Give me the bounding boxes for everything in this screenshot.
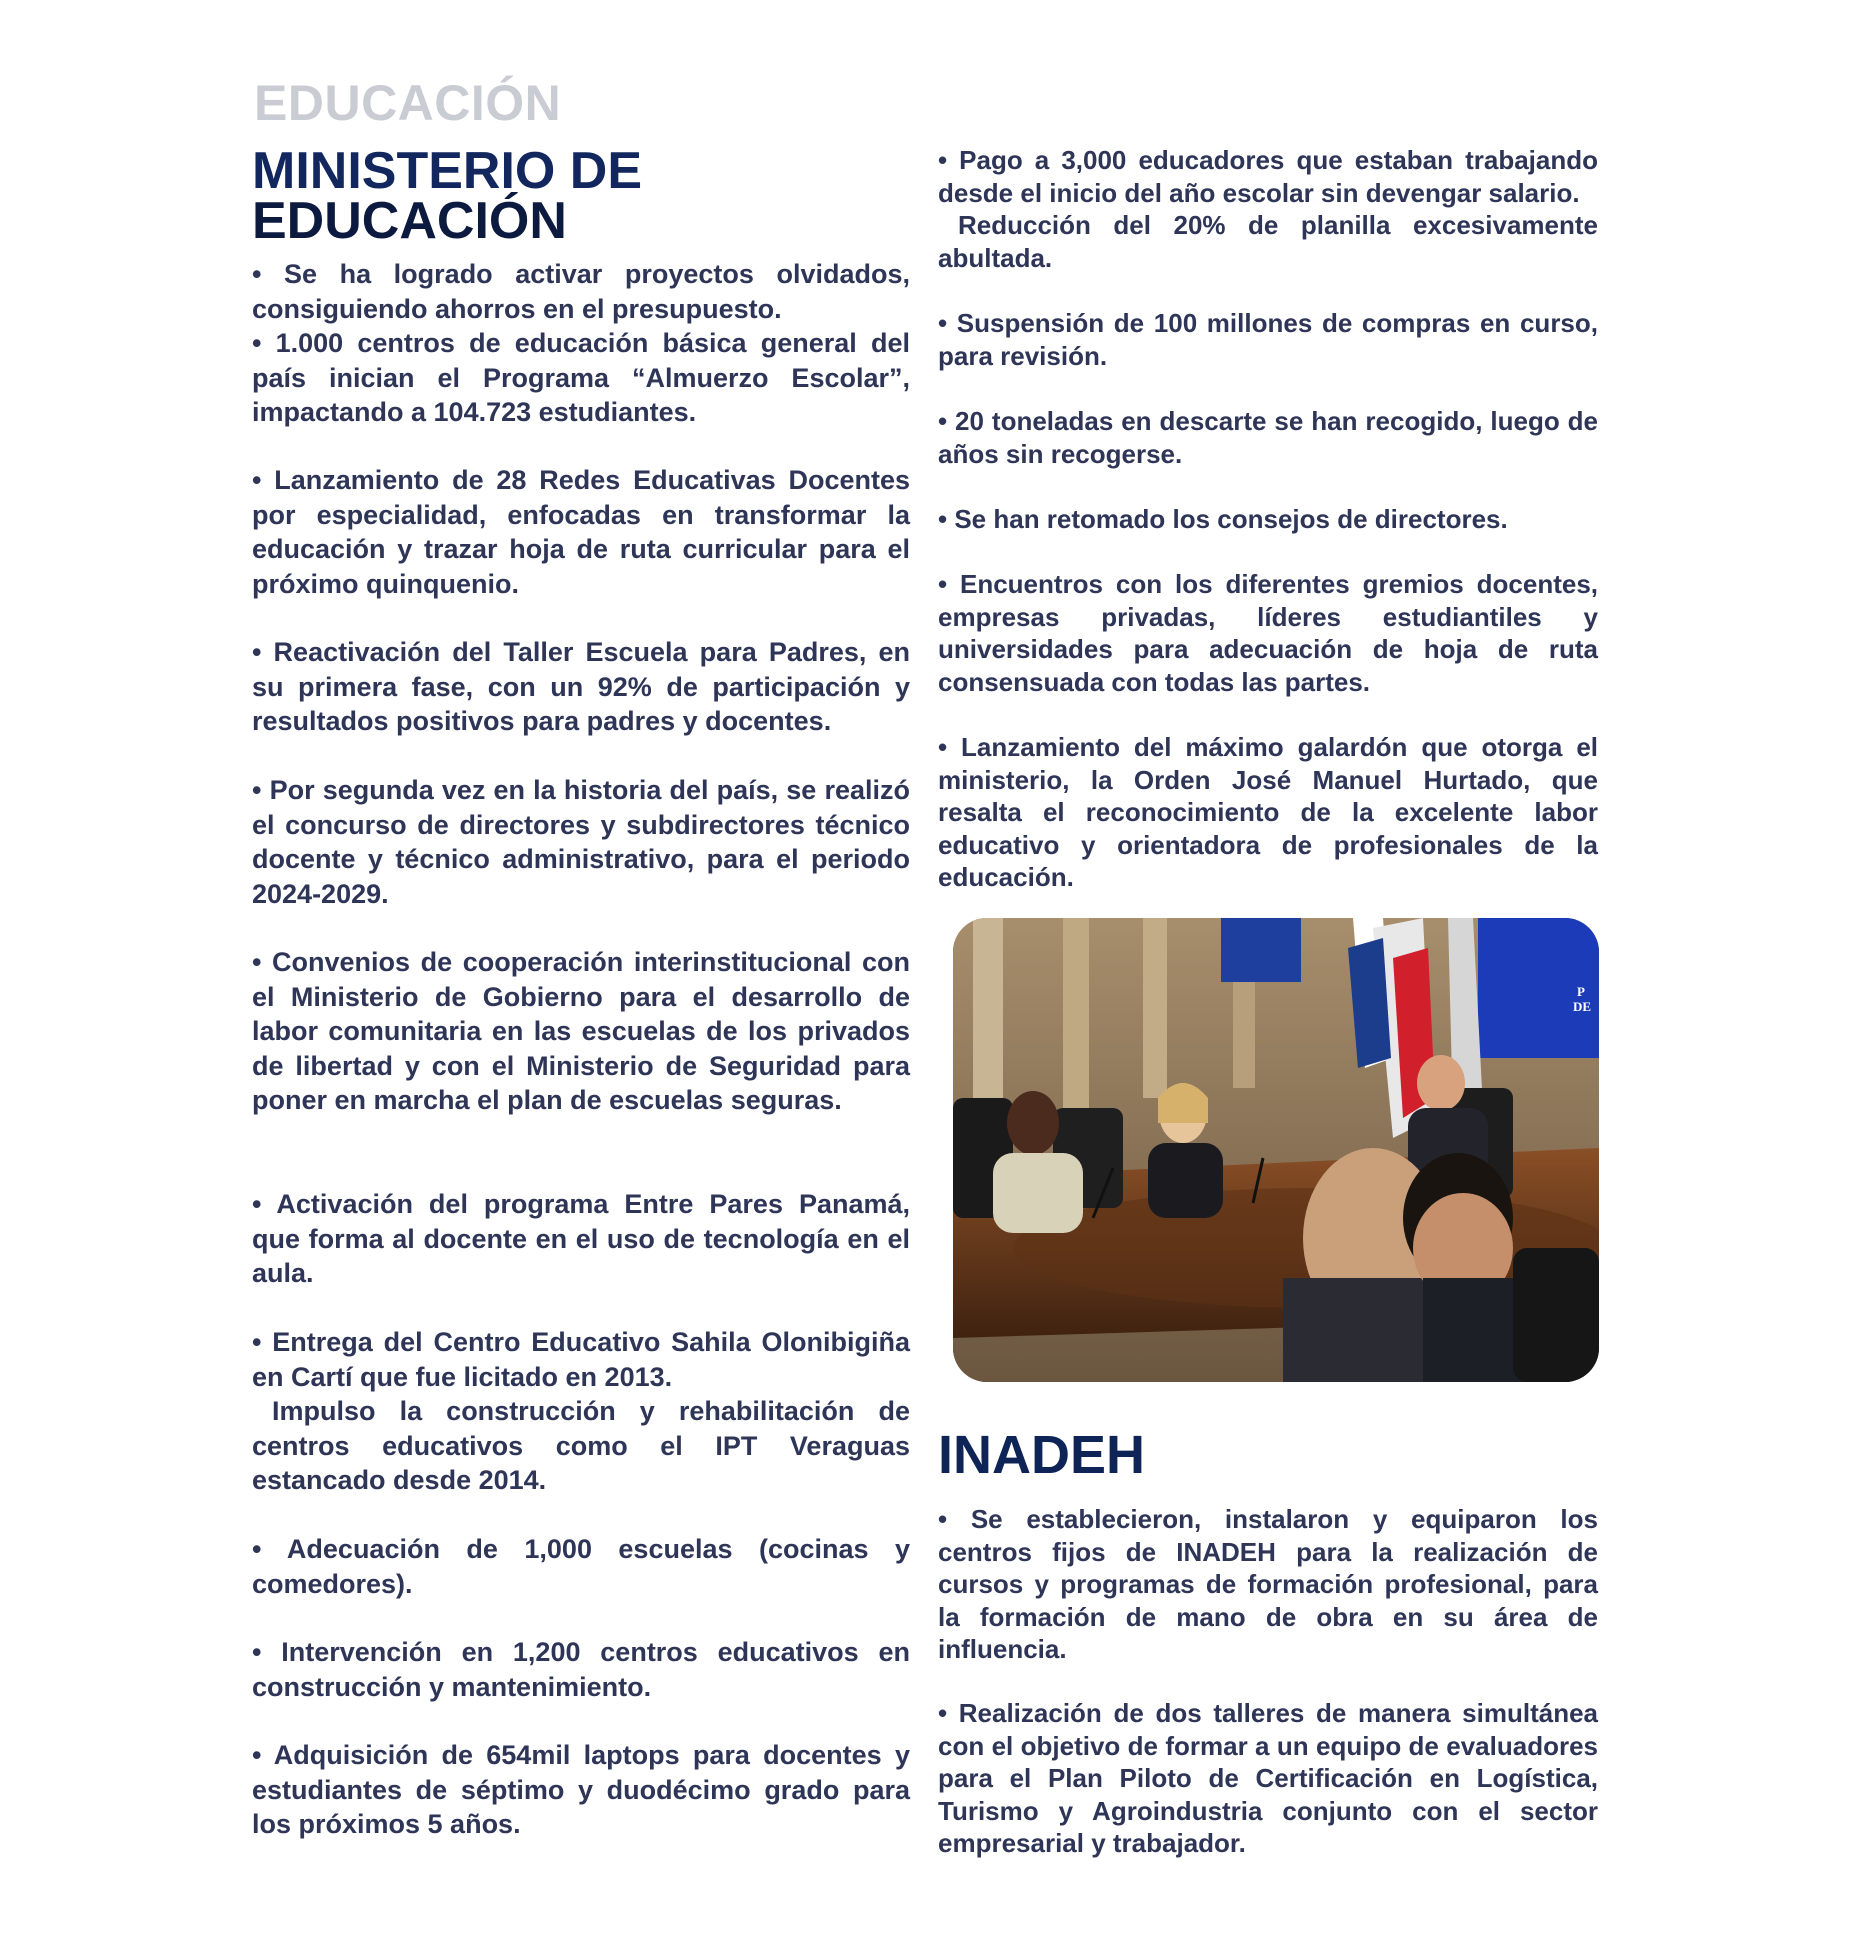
- inadeh-item-1: • Se establecieron, instalaron y equiparon los centros fijos de INADEH para la realización de cursos y programas de formación profesional, para la formación de mano de obra en su área de influencia.: [938, 1504, 1598, 1664]
- right-item-6: • Encuentros con los diferentes gremios docentes, empresas privadas, líderes estudiantiles y universidades para adecuación de hoja de ruta consensuada con todas las partes.: [938, 569, 1598, 697]
- section-label: EDUCACIÓN: [254, 75, 562, 131]
- right-item-1: • Pago a 3,000 educadores que estaban trabajando desde el inicio del año escolar sin devengar salario.: [938, 145, 1598, 208]
- inadeh-title: INADEH: [938, 1425, 1146, 1485]
- ministry-title-line2: EDUCACIÓN: [252, 192, 567, 250]
- left-item-12: • Adquisición de 654mil laptops para docentes y estudiantes de séptimo y duodécimo grado para los próximos 5 años.: [252, 1740, 910, 1839]
- ministry-title-line1: MINISTERIO DE: [252, 142, 643, 200]
- left-item-4: • Reactivación del Taller Escuela para Padres, en su primera fase, con un 92% de participación y resultados positivos para padres y docentes.: [252, 637, 910, 736]
- left-item-10: • Adecuación de 1,000 escuelas (cocinas y comedores).: [252, 1534, 910, 1599]
- left-item-7: • Activación del programa Entre Pares Panamá, que forma al docente en el uso de tecnología en el aula.: [252, 1189, 910, 1288]
- inadeh-item-2: • Realización de dos talleres de manera simultánea con el objetivo de formar a un equipo de evaluadores para el Plan Piloto de Certificación en Logística, Turismo y Agroindustria conjunto con el sector empresarial y trabajador.: [938, 1698, 1598, 1858]
- meeting-photo: [953, 918, 1599, 1382]
- left-item-11: • Intervención en 1,200 centros educativos en construcción y mantenimiento.: [252, 1637, 910, 1702]
- right-item-3: • Suspensión de 100 millones de compras en curso, para revisión.: [938, 308, 1598, 371]
- right-item-2: Reducción del 20% de planilla excesivamente abultada.: [938, 210, 1598, 273]
- right-item-4: • 20 toneladas en descarte se han recogido, luego de años sin recogerse.: [938, 406, 1598, 469]
- svg-text:DE: DE: [1573, 999, 1592, 1014]
- right-item-7: • Lanzamiento del máximo galardón que otorga el ministerio, la Orden José Manuel Hurtado, que resalta el reconocimiento de la excelente labor educativo y orientadora de profesionales de la educación.: [938, 732, 1598, 892]
- left-item-3: • Lanzamiento de 28 Redes Educativas Docentes por especialidad, enfocadas en transformar la educación y trazar hoja de ruta curricular para el próximo quinquenio.: [252, 465, 910, 599]
- meeting-photo-illustration: [953, 918, 1599, 1382]
- left-item-8: • Entrega del Centro Educativo Sahila Olonibigiña en Cartí que fue licitado en 2013.: [252, 1327, 910, 1392]
- left-item-6: • Convenios de cooperación interinstitucional con el Ministerio de Gobierno para el desarrollo de labor comunitaria en las escuelas de los privados de libertad y con el Ministerio de Seguridad para poner en marcha el plan de escuelas seguras.: [252, 947, 910, 1115]
- left-item-2: • 1.000 centros de educación básica general del país inician el Programa “Almuerzo Escolar”, impactando a 104.723 estudiantes.: [252, 328, 910, 427]
- left-item-9: Impulso la construcción y rehabilitación de centros educativos como el IPT Veraguas estancado desde 2014.: [252, 1396, 910, 1495]
- ministry-title: [252, 142, 912, 250]
- screen-text: P: [1577, 984, 1585, 999]
- left-item-5: • Por segunda vez en la historia del país, se realizó el concurso de directores y subdirectores técnico docente y técnico administrativo, para el periodo 2024-2029.: [252, 775, 910, 909]
- left-item-1: • Se ha logrado activar proyectos olvidados, consiguiendo ahorros en el presupuesto.: [252, 259, 910, 324]
- right-item-5: • Se han retomado los consejos de directores.: [938, 504, 1508, 534]
